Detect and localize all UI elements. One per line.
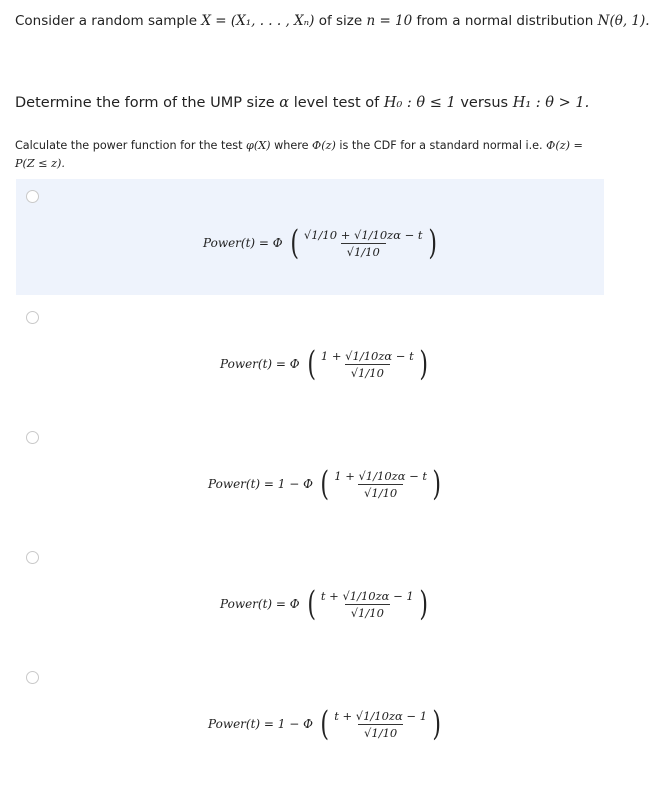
- sample-size: n = 10: [366, 13, 413, 29]
- test-notation: φ(X): [246, 139, 271, 152]
- fraction-denominator: √1/10: [358, 484, 403, 500]
- left-paren: (: [306, 344, 316, 384]
- fraction-numerator: √1/10 + √1/10zα − t: [303, 227, 423, 242]
- radio-button[interactable]: [26, 431, 39, 444]
- fraction: [332, 709, 429, 740]
- intro-text-2: of size: [314, 13, 367, 29]
- formula-lhs: Power(t) = Φ: [220, 597, 300, 611]
- part2-text: Calculate the power function for the test: [15, 139, 247, 152]
- right-paren: ): [432, 704, 441, 744]
- intro-text-3: from a normal distribution: [412, 13, 598, 29]
- answer-option-3[interactable]: [16, 420, 604, 536]
- fraction: [332, 469, 429, 500]
- fraction-numerator: 1 + √1/10zα − t: [334, 468, 428, 483]
- question-part2: [15, 137, 605, 173]
- formula-lhs: Power(t) = 1 − Φ: [208, 477, 313, 491]
- question-part1: [15, 95, 589, 111]
- fraction-denominator: √1/10: [341, 243, 386, 259]
- right-paren: ): [432, 464, 441, 504]
- formula-lhs: Power(t) = Φ: [203, 236, 283, 250]
- null-hypothesis: H₀ : θ ≤ 1: [383, 95, 456, 111]
- intro-text: Consider a random sample: [15, 13, 202, 29]
- option-formula: [208, 464, 444, 504]
- part1-text: Determine the form of the UMP size: [15, 95, 280, 111]
- radio-button[interactable]: [26, 551, 39, 564]
- left-paren: (: [306, 584, 316, 624]
- answer-option-1[interactable]: [16, 179, 604, 295]
- right-paren: ): [427, 223, 437, 263]
- fraction-denominator: √1/10: [358, 724, 403, 740]
- fraction: [319, 589, 416, 620]
- fraction-denominator: √1/10: [345, 604, 390, 620]
- answer-option-5[interactable]: [16, 660, 604, 776]
- part1-text-3: versus: [455, 95, 513, 111]
- answer-option-4[interactable]: [16, 540, 604, 656]
- alpha-symbol: α: [279, 95, 290, 111]
- fraction-numerator: t + √1/10zα − 1: [320, 588, 414, 603]
- fraction: [302, 228, 425, 259]
- part1-text-2: level test of: [289, 95, 384, 111]
- part2-text-2: where: [270, 139, 313, 152]
- sample-notation: X = (X₁, . . . , Xₙ): [201, 13, 315, 29]
- cdf-notation: Φ(z): [312, 139, 336, 152]
- option-formula: [220, 344, 431, 384]
- right-paren: ): [419, 584, 428, 624]
- radio-button[interactable]: [26, 190, 39, 203]
- distribution-notation: N(θ, 1).: [597, 13, 650, 29]
- left-paren: (: [320, 464, 329, 504]
- radio-button[interactable]: [26, 311, 39, 324]
- alt-hypothesis: H₁ : θ > 1.: [512, 95, 590, 111]
- fraction-numerator: 1 + √1/10zα − t: [320, 348, 414, 363]
- left-paren: (: [320, 704, 329, 744]
- right-paren: ): [419, 344, 428, 384]
- formula-lhs: Power(t) = Φ: [220, 357, 300, 371]
- option-formula: [220, 584, 431, 624]
- cdf-definition: Φ(z) = P(Z ≤ z).: [15, 139, 583, 170]
- fraction: [319, 349, 416, 380]
- fraction-numerator: t + √1/10zα − 1: [334, 708, 428, 723]
- radio-button[interactable]: [26, 671, 39, 684]
- option-formula: [203, 223, 440, 263]
- answer-option-2[interactable]: [16, 300, 604, 416]
- formula-lhs: Power(t) = 1 − Φ: [208, 717, 313, 731]
- part2-text-3: is the CDF for a standard normal i.e.: [335, 139, 547, 152]
- question-intro: [15, 13, 650, 29]
- fraction-denominator: √1/10: [345, 364, 390, 380]
- left-paren: (: [289, 223, 299, 263]
- option-formula: [208, 704, 444, 744]
